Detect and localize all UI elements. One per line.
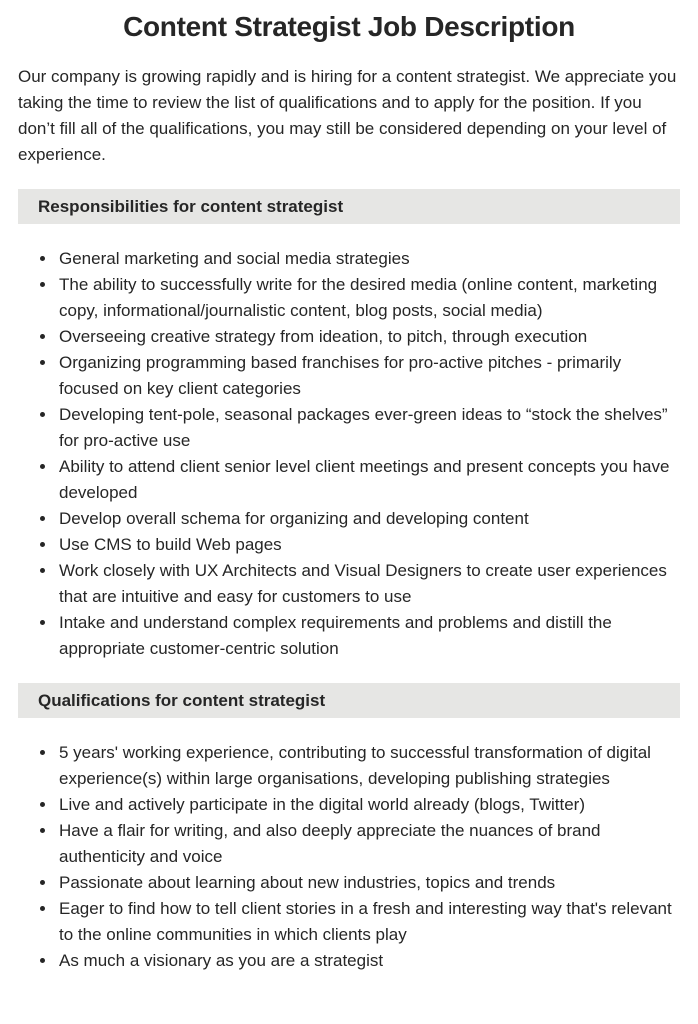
section-header-qualifications (18, 683, 680, 718)
section-header-responsibilities (18, 189, 680, 224)
intro-paragraph: Our company is growing rapidly and is hiring for a content strategist. We appreciate you taking the time to review the list of qualifications and to apply for the position. If you don’t fill all of the qualifications, you may still be considered depending on your level of experience. (18, 67, 677, 164)
list-item: • 5 years' working experience, contributing to successful transformation of digital experience(s) within large organisations, developing publishing strategies (57, 740, 680, 792)
list-item: • Use CMS to build Web pages (57, 532, 680, 558)
list-item: • Ability to attend client senior level client meetings and present concepts you have developed (57, 454, 680, 506)
list-item: • Intake and understand complex requirements and problems and distill the appropriate customer-centric solution (57, 610, 680, 662)
list-item: • Live and actively participate in the digital world already (blogs, Twitter) (57, 792, 680, 818)
list-item: • Have a flair for writing, and also deeply appreciate the nuances of brand authenticity and voice (57, 818, 680, 870)
qualifications-list (18, 740, 680, 974)
list-item: • Work closely with UX Architects and Visual Designers to create user experiences that are intuitive and easy for customers to use (57, 558, 680, 610)
responsibilities-list (18, 246, 680, 662)
qualifications-section-title: Qualifications for content strategist (38, 691, 326, 710)
list-item: • Developing tent-pole, seasonal packages ever-green ideas to “stock the shelves” for pro-active use (57, 402, 680, 454)
list-item: • General marketing and social media strategies (57, 246, 680, 272)
page-title: Content Strategist Job Description (123, 11, 575, 42)
list-item: • As much a visionary as you are a strategist (57, 948, 680, 974)
responsibilities-section-title: Responsibilities for content strategist (38, 197, 344, 216)
list-item: • Organizing programming based franchises for pro-active pitches - primarily focused on key client categories (57, 350, 680, 402)
list-item: • Overseeing creative strategy from ideation, to pitch, through execution (57, 324, 680, 350)
list-item: • Eager to find how to tell client stories in a fresh and interesting way that's relevant to the online communities in which clients play (57, 896, 680, 948)
list-item: • Develop overall schema for organizing and developing content (57, 506, 680, 532)
list-item: • Passionate about learning about new industries, topics and trends (57, 870, 680, 896)
list-item: • The ability to successfully write for the desired media (online content, marketing copy, informational/journalistic content, blog posts, social media) (57, 272, 680, 324)
